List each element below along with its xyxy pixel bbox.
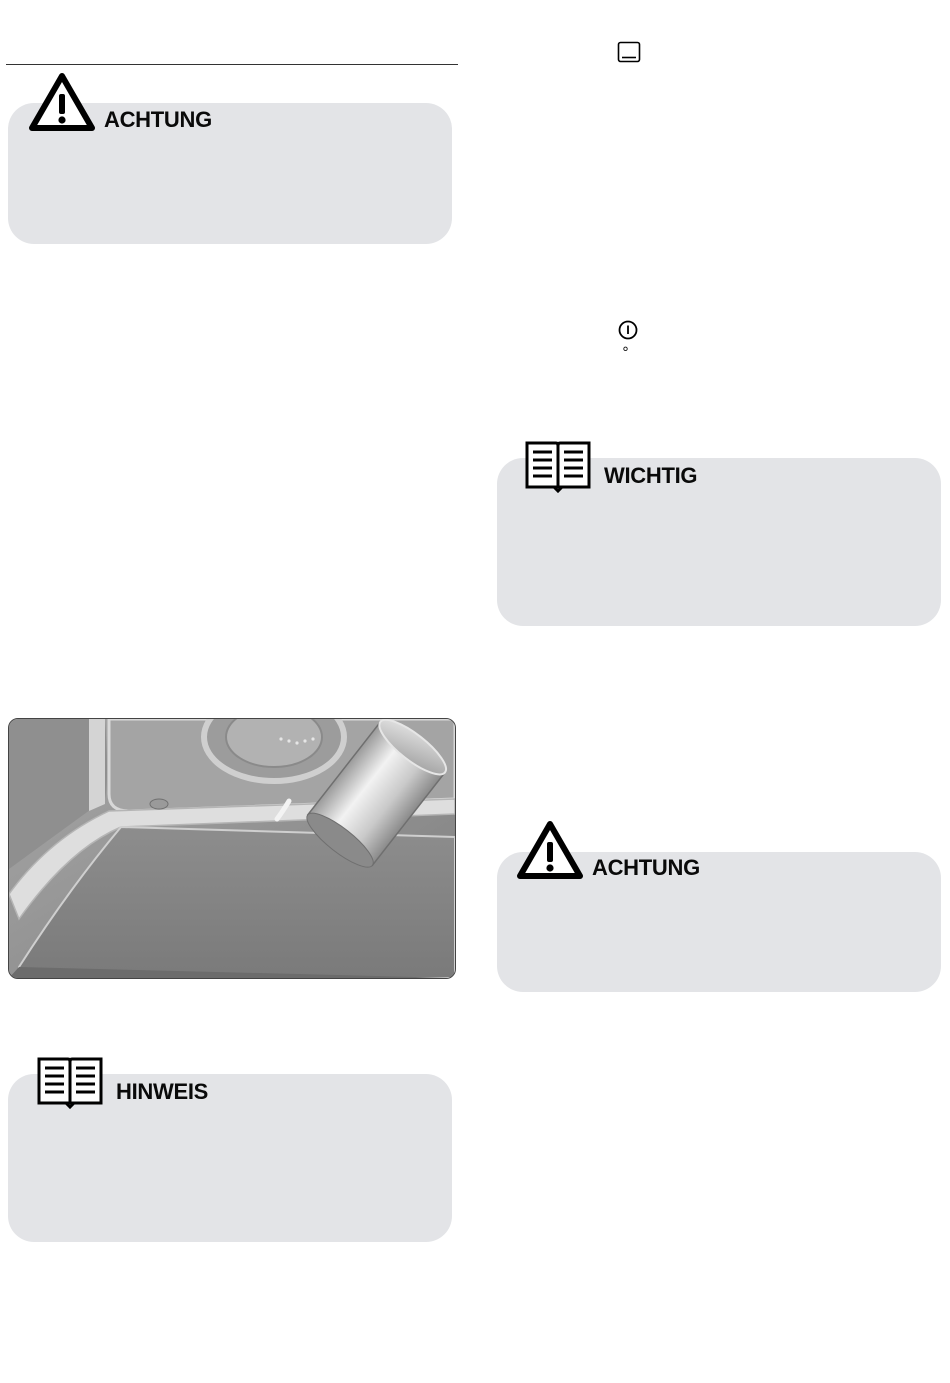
important-title-wichtig: WICHTIG (604, 463, 698, 488)
warning-title-top: ACHTUNG (104, 107, 212, 132)
pouring-water-illustration (8, 718, 456, 979)
drain-tray-icon (617, 41, 641, 63)
appliance-interior-drawing (9, 719, 455, 978)
warning-triangle-icon (28, 72, 96, 132)
open-book-icon (36, 1055, 104, 1109)
note-title-hinweis: HINWEIS (116, 1079, 209, 1104)
header-rule (6, 64, 458, 65)
open-book-icon (524, 439, 592, 493)
warning-triangle-icon (516, 820, 584, 880)
warning-title-bottom: ACHTUNG (592, 855, 700, 880)
power-button-icon (617, 319, 639, 341)
degree-mark: ° (622, 345, 629, 361)
